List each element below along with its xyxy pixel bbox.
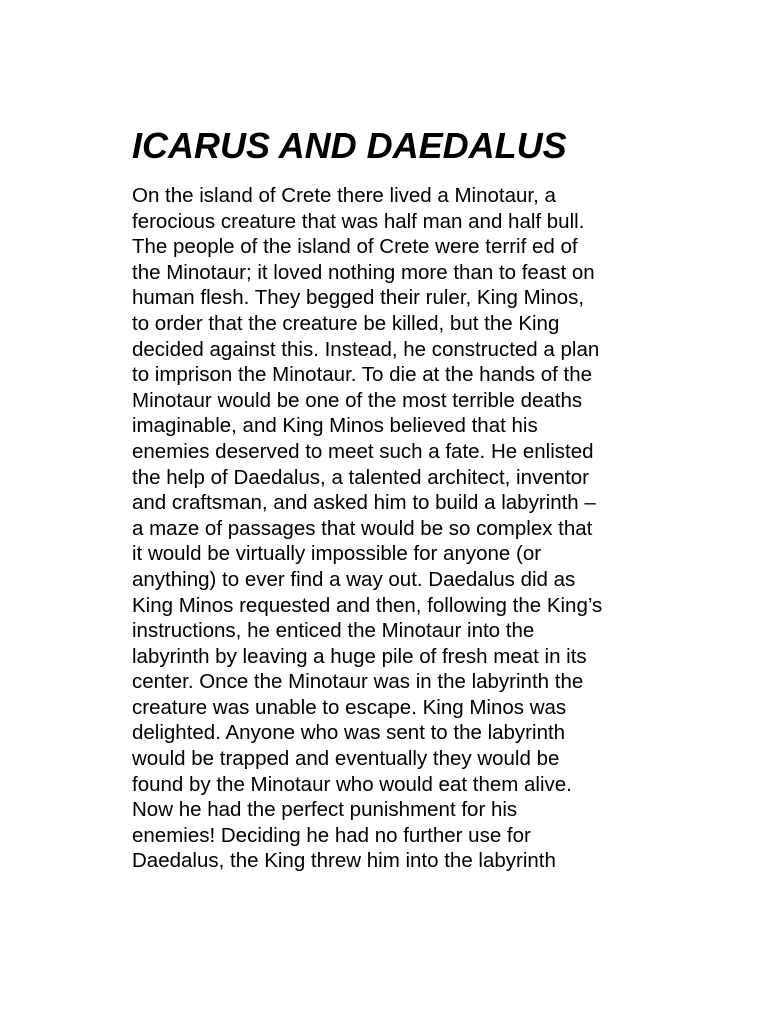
text-line: ferocious creature that was half man and half bull. (132, 209, 585, 233)
text-line: enemies deserved to meet such a fate. He enlisted (132, 439, 594, 463)
text-line: imaginable, and King Minos believed that his (132, 414, 538, 438)
text-line: decided against this. Instead, he constructed a plan (132, 337, 600, 361)
text-line: enemies! Deciding he had no further use for (132, 823, 531, 847)
text-line: it would be virtually impossible for anyone (or (132, 542, 542, 566)
text-line: found by the Minotaur who would eat them alive. (132, 772, 572, 796)
text-line: and craftsman, and asked him to build a labyrinth – (132, 491, 596, 515)
text-line: creature was unable to escape. King Minos was (132, 695, 567, 719)
text-line: Minotaur would be one of the most terrible deaths (132, 388, 583, 412)
text-line: the help of Daedalus, a talented architect, inventor (132, 465, 589, 489)
text-line: the Minotaur; it loved nothing more than to feast on (132, 260, 595, 284)
body-paragraph (132, 183, 672, 874)
text-line: Now he had the perfect punishment for his (132, 798, 518, 822)
text-line: labyrinth by leaving a huge pile of fresh meat in its (132, 644, 587, 668)
text-line: human flesh. They begged their ruler, King Minos, (132, 286, 585, 310)
document-title: ICARUS AND DAEDALUS (132, 125, 567, 166)
text-line: instructions, he enticed the Minotaur into the (132, 619, 535, 643)
text-line: Daedalus, the King threw him into the labyrinth (132, 849, 556, 873)
text-line: anything) to ever find a way out. Daedalus did as (132, 567, 576, 591)
text-line: would be trapped and eventually they would be (132, 747, 560, 771)
text-line: center. Once the Minotaur was in the labyrinth the (132, 670, 584, 694)
text-line: to order that the creature be killed, but the King (132, 311, 560, 335)
text-line: delighted. Anyone who was sent to the labyrinth (132, 721, 566, 745)
text-line: King Minos requested and then, following the King’s (132, 593, 603, 617)
text-line: to imprison the Minotaur. To die at the hands of the (132, 363, 593, 387)
text-line: On the island of Crete there lived a Minotaur, a (132, 184, 556, 207)
text-line: The people of the island of Crete were terrif ed of (132, 235, 578, 259)
text-line: a maze of passages that would be so complex that (132, 516, 593, 540)
